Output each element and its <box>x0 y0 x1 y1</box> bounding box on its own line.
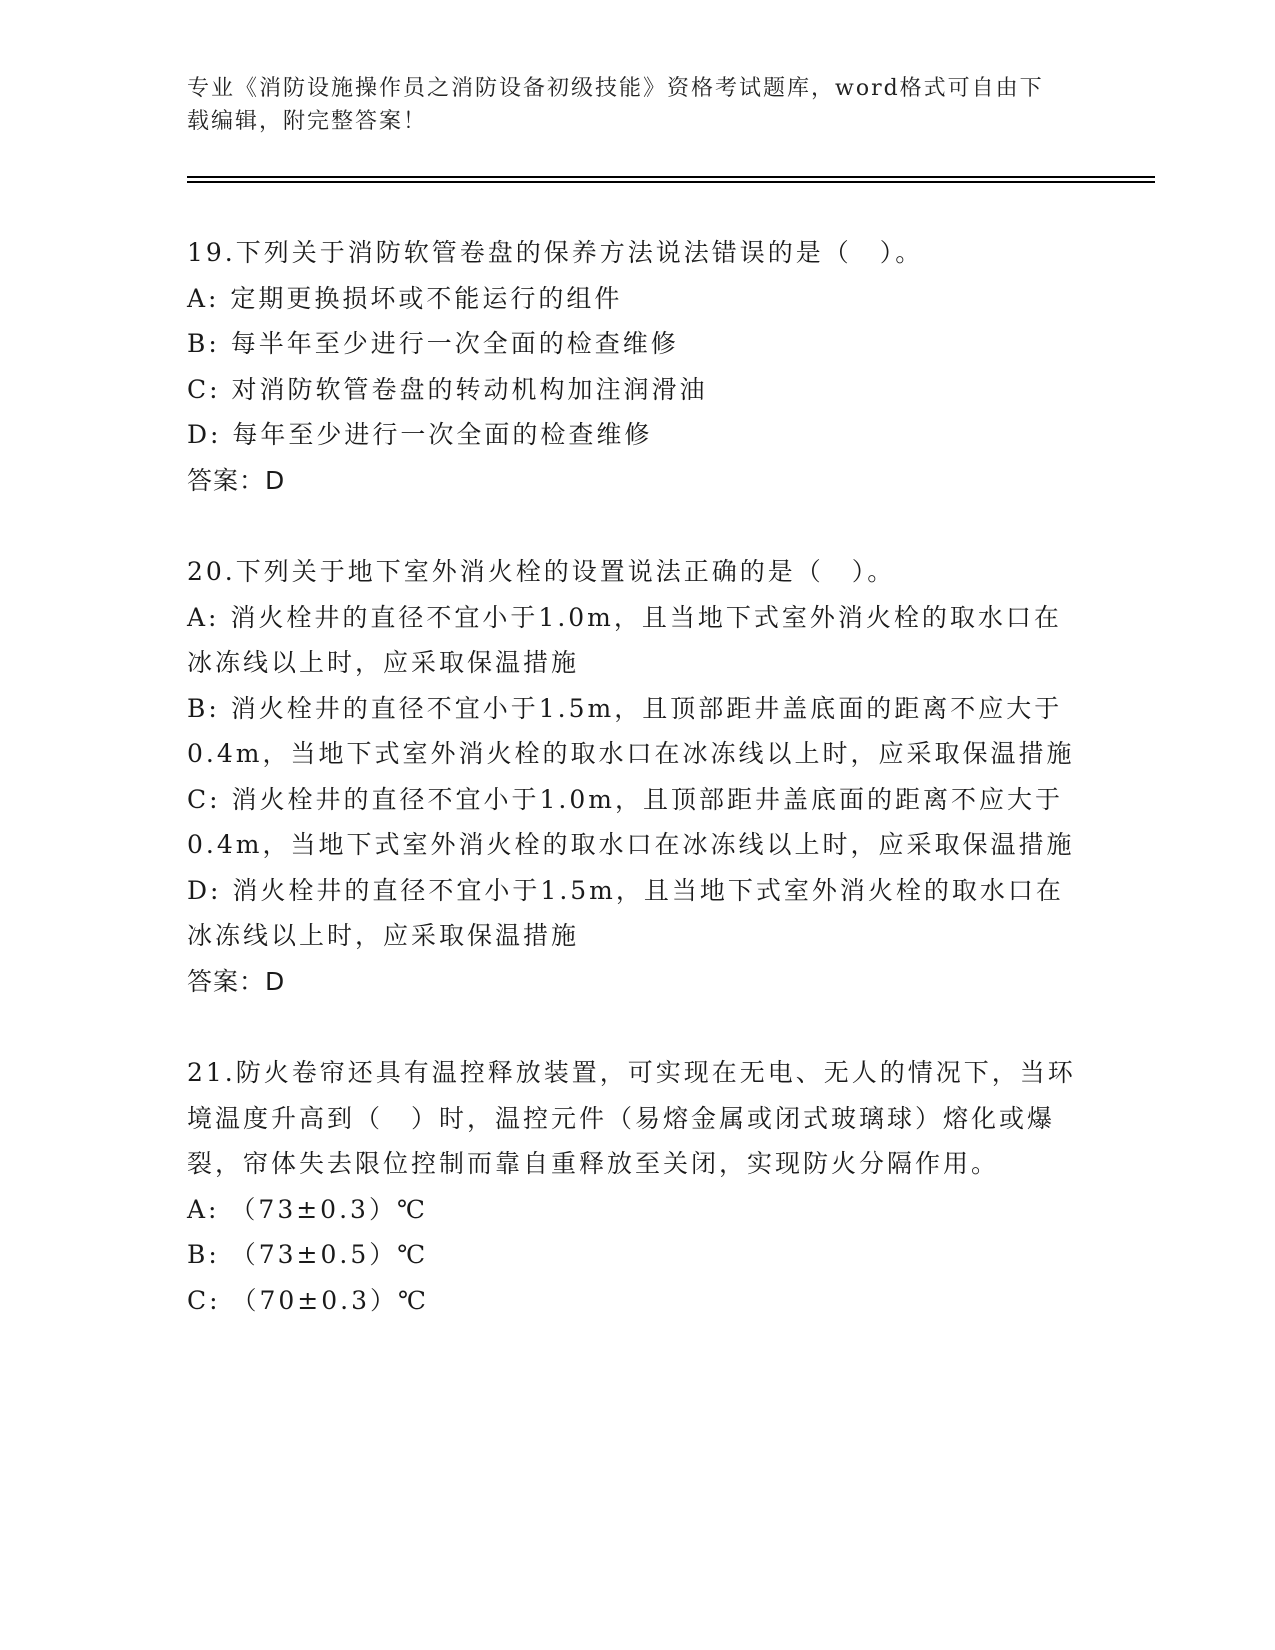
option-b: B: 消火栓井的直径不宜小于1.5m，且顶部距井盖底面的距离不应大于0.4m，当地下式室外消火栓的取水口在冰冻线以上时，应采取保温措施 <box>187 693 1075 768</box>
question-list <box>187 230 1087 1369</box>
question-21 <box>187 1050 1087 1323</box>
question-stem: 19.下列关于消防软管卷盘的保养方法说法错误的是（ ）。 <box>187 238 924 267</box>
document-intro: 专业《消防设施操作员之消防设备初级技能》资格考试题库，word格式可自由下载编辑，附完整答案！ <box>187 76 1044 134</box>
option-d: D: 消火栓井的直径不宜小于1.5m，且当地下式室外消火栓的取水口在冰冻线以上时，应采取保温措施 <box>187 875 1064 950</box>
option-a: A: 定期更换损坏或不能运行的组件 <box>187 283 623 313</box>
question-20 <box>187 549 1087 1004</box>
option-b: B: （73±0.5）℃ <box>187 1240 429 1269</box>
question-stem: 21.防火卷帘还具有温控释放装置，可实现在无电、无人的情况下，当环境温度升高到（ ）时，温控元件（易熔金属或闭式玻璃球）熔化或爆裂，帘体失去限位控制而靠自重释放至关闭，实现防火分隔作用。 <box>187 1058 1076 1178</box>
option-c: C: 消火栓井的直径不宜小于1.0m，且顶部距井盖底面的距离不应大于0.4m，当地下式室外消火栓的取水口在冰冻线以上时，应采取保温措施 <box>187 784 1075 859</box>
answer-text: 答案：D <box>187 966 286 996</box>
option-d: D: 每年至少进行一次全面的检查维修 <box>187 420 653 449</box>
option-a: A: （73±0.3）℃ <box>187 1194 428 1224</box>
option-a: A: 消火栓井的直径不宜小于1.0m，且当地下式室外消火栓的取水口在冰冻线以上时，应采取保温措施 <box>187 602 1062 677</box>
question-19 <box>187 230 1087 503</box>
option-c: C: （70±0.3）℃ <box>187 1285 429 1315</box>
answer-text: 答案：D <box>187 465 286 495</box>
header-divider-top <box>187 176 1155 178</box>
option-c: C: 对消防软管卷盘的转动机构加注润滑油 <box>187 374 708 404</box>
option-b: B: 每半年至少进行一次全面的检查维修 <box>187 329 679 358</box>
header-divider-bottom <box>187 181 1155 183</box>
question-stem: 20.下列关于地下室外消火栓的设置说法正确的是（ ）。 <box>187 557 896 586</box>
